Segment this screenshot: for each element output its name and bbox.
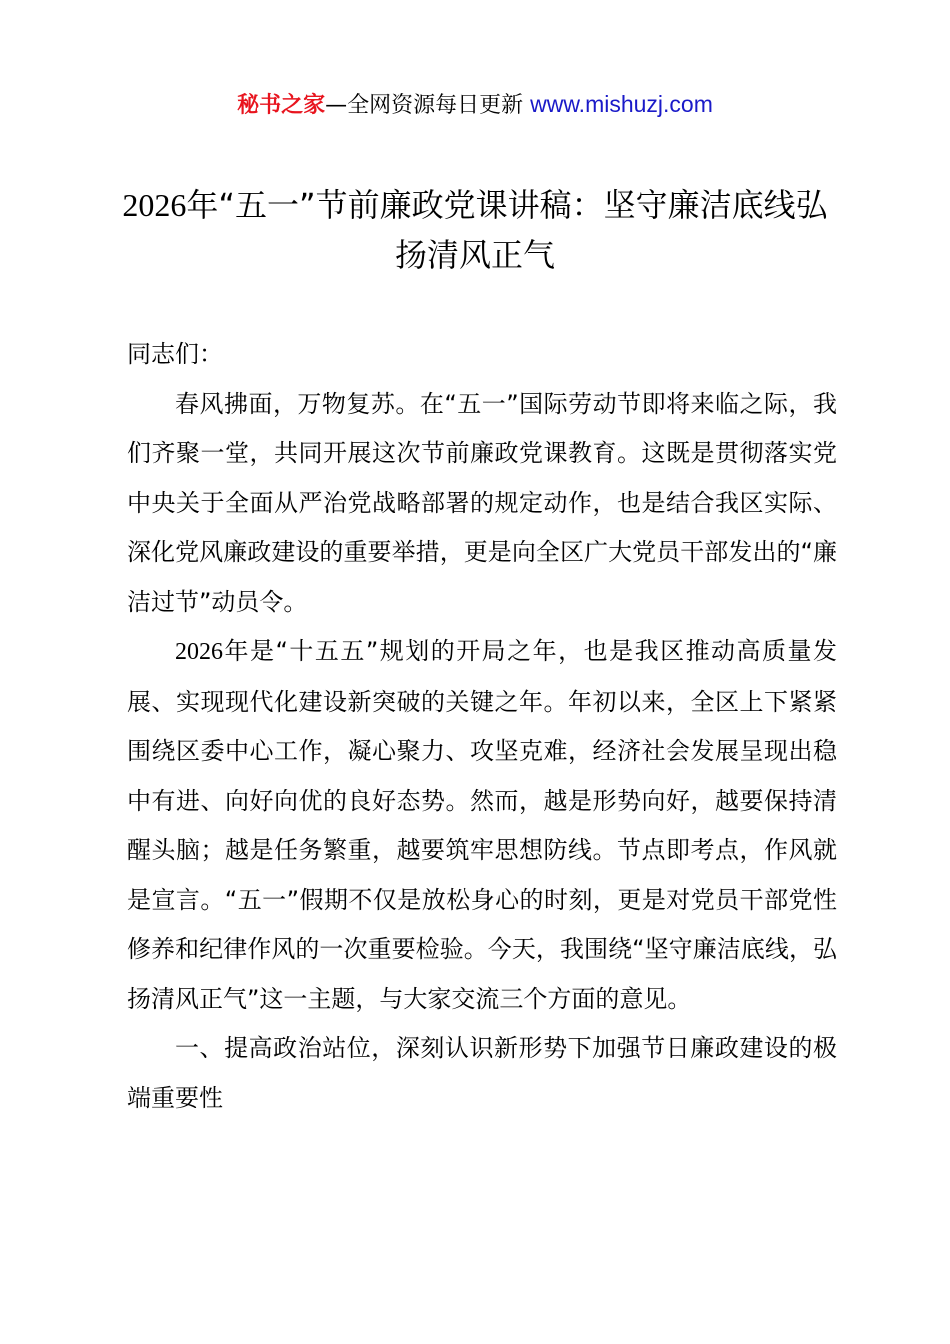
salutation: 同志们： <box>127 340 223 368</box>
paragraph-2-year: 2026 <box>175 639 223 665</box>
site-url-link[interactable]: www.mishuzj.com <box>530 91 713 117</box>
header-tagline: —全网资源每日更新 <box>325 93 531 118</box>
paragraph-2-text: 年是“十五五”规划的开局之年，也是我区推动高质量发展、实现现代化建设新突破的关键之年。年初以来，全区上下紧紧围绕区委中心工作，凝心聚力、攻坚克难，经济社会发展呈现出稳中有进、向好向优的良好态势。然而，越是形势向好，越要保持清醒头脑；越是任务繁重，越要筑牢思想防线。节点即考点，作风就是宣言。“五一”假期不仅是放松身心的时刻，更是对党员干部党性修养和纪律作风的一次重要检验。今天，我围绕“坚守廉洁底线，弘扬清风正气”这一主题，与大家交流三个方面的意见。 <box>127 637 837 1013</box>
paragraph-1: 春风拂面，万物复苏。在“五一”国际劳动节即将来临之际，我们齐聚一堂，共同开展这次节前廉政党课教育。这既是贯彻落实党中央关于全面从严治党战略部署的规定动作，也是结合我区实际、深化党风廉政建设的重要举措，更是向全区广大党员干部发出的“廉洁过节”动员令。 <box>127 389 837 616</box>
site-header <box>0 86 950 124</box>
paragraph-2 <box>127 627 837 1024</box>
title-year: 2026 <box>122 187 187 223</box>
document-title <box>120 180 830 280</box>
section-heading-1: 一、提高政治站位，深刻认识新形势下加强节日廉政建设的极端重要性 <box>127 1034 837 1112</box>
title-text: 年“五一”节前廉政党课讲稿：坚守廉洁底线弘扬清风正气 <box>186 186 828 274</box>
brand-name: 秘书之家 <box>237 93 326 118</box>
document-body <box>127 330 837 1123</box>
